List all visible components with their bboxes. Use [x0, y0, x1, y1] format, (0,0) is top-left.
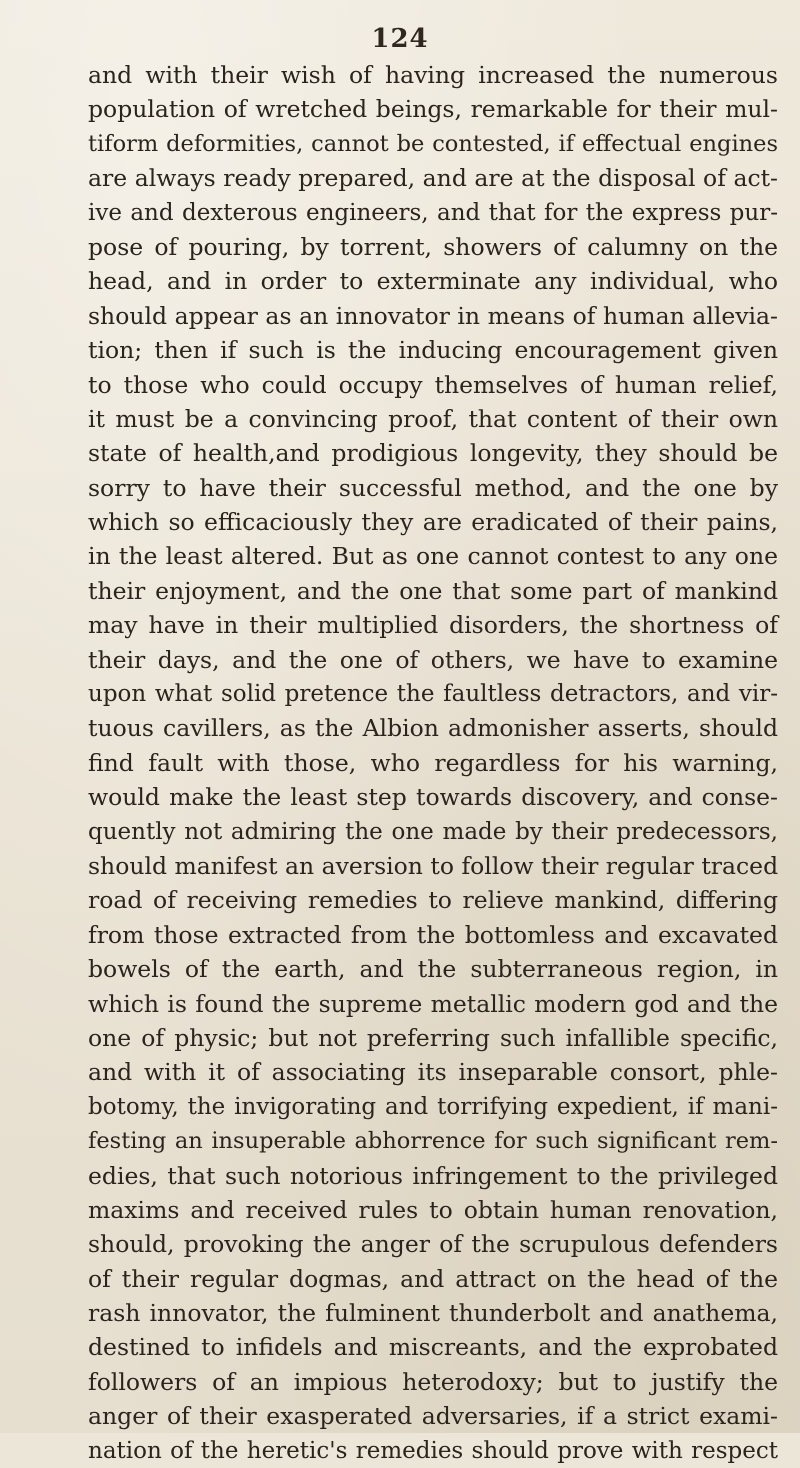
- text-line: edies, that such notorious infringement to the privileged: [88, 1161, 778, 1190]
- text-line: in the least altered. But as one cannot contest to any one: [88, 542, 778, 571]
- text-line: tiform deformities, cannot be contested, if effectual engines: [88, 130, 778, 157]
- text-line: from those extracted from the bottomless and excavated: [88, 920, 778, 949]
- text-line: pose of pouring, by torrent, showers of calumny on the: [88, 232, 778, 261]
- text-line: festing an insuperable abhorrence for such significant rem-: [88, 1128, 778, 1155]
- text-line: maxims and received rules to obtain human renovation,: [88, 1195, 778, 1224]
- text-line: quently not admiring the one made by their predecessors,: [88, 818, 778, 845]
- text-line: destined to infidels and miscreants, and the exprobated: [88, 1333, 778, 1362]
- text-line: state of health,and prodigious longevity, they should be: [88, 439, 778, 468]
- text-line: and with their wish of having increased the numerous: [88, 61, 778, 89]
- text-line: followers of an impious heterodoxy; but to justify the: [88, 1367, 778, 1396]
- page-number: 124: [371, 24, 429, 54]
- text-line: rash innovator, the fulminent thunderbolt and anathema,: [88, 1299, 778, 1328]
- text-line: should, provoking the anger of the scrupulous defenders: [88, 1230, 778, 1259]
- text-line: tion; then if such is the inducing encouragement given: [88, 336, 778, 365]
- text-line: their enjoyment, and the one that some part of mankind: [88, 576, 778, 605]
- text-line: road of receiving remedies to relieve mankind, differing: [88, 886, 778, 915]
- text-line: nation of the heretic's remedies should prove with respect: [88, 1437, 778, 1464]
- text-line: may have in their multiplied disorders, the shortness of: [88, 611, 778, 640]
- text-line: sorry to have their successful method, and the one by: [88, 473, 778, 502]
- text-line: and with it of associating its inseparable consort, phle-: [88, 1058, 778, 1087]
- text-line: of their regular dogmas, and attract on the head of the: [88, 1264, 778, 1293]
- text-line: find fault with those, who regardless for his warning,: [88, 748, 778, 777]
- text-line: tuous cavillers, as the Albion admonisher asserts, should: [88, 714, 778, 743]
- text-line: one of physic; but not preferring such infallible specific,: [88, 1023, 778, 1052]
- text-line: it must be a convincing proof, that content of their own: [88, 404, 778, 433]
- text-line: which is found the supreme metallic modern god and the: [88, 989, 778, 1018]
- text-line: are always ready prepared, and are at the disposal of act-: [88, 164, 778, 193]
- text-line: would make the least step towards discovery, and conse-: [88, 783, 778, 812]
- text-line: population of wretched beings, remarkable for their mul-: [88, 95, 778, 124]
- text-line: bowels of the earth, and the subterraneous region, in: [88, 955, 778, 984]
- body-text: [88, 58, 778, 1468]
- text-line: botomy, the invigorating and torrifying expedient, if mani-: [88, 1093, 778, 1120]
- text-line: which so efficaciously they are eradicated of their pains,: [88, 508, 778, 537]
- text-line: upon what solid pretence the faultless detractors, and vir-: [88, 681, 778, 708]
- text-line: head, and in order to exterminate any individual, who: [88, 267, 778, 296]
- text-line: to those who could occupy themselves of human relief,: [88, 370, 778, 399]
- text-line: ive and dexterous engineers, and that for the express pur-: [88, 199, 778, 226]
- text-line: should manifest an aversion to follow their regular traced: [88, 851, 779, 880]
- text-line: should appear as an innovator in means of human allevia-: [88, 301, 778, 330]
- text-line: anger of their exasperated adversaries, if a strict exami-: [88, 1402, 778, 1431]
- text-line: their days, and the one of others, we have to examine: [88, 645, 778, 674]
